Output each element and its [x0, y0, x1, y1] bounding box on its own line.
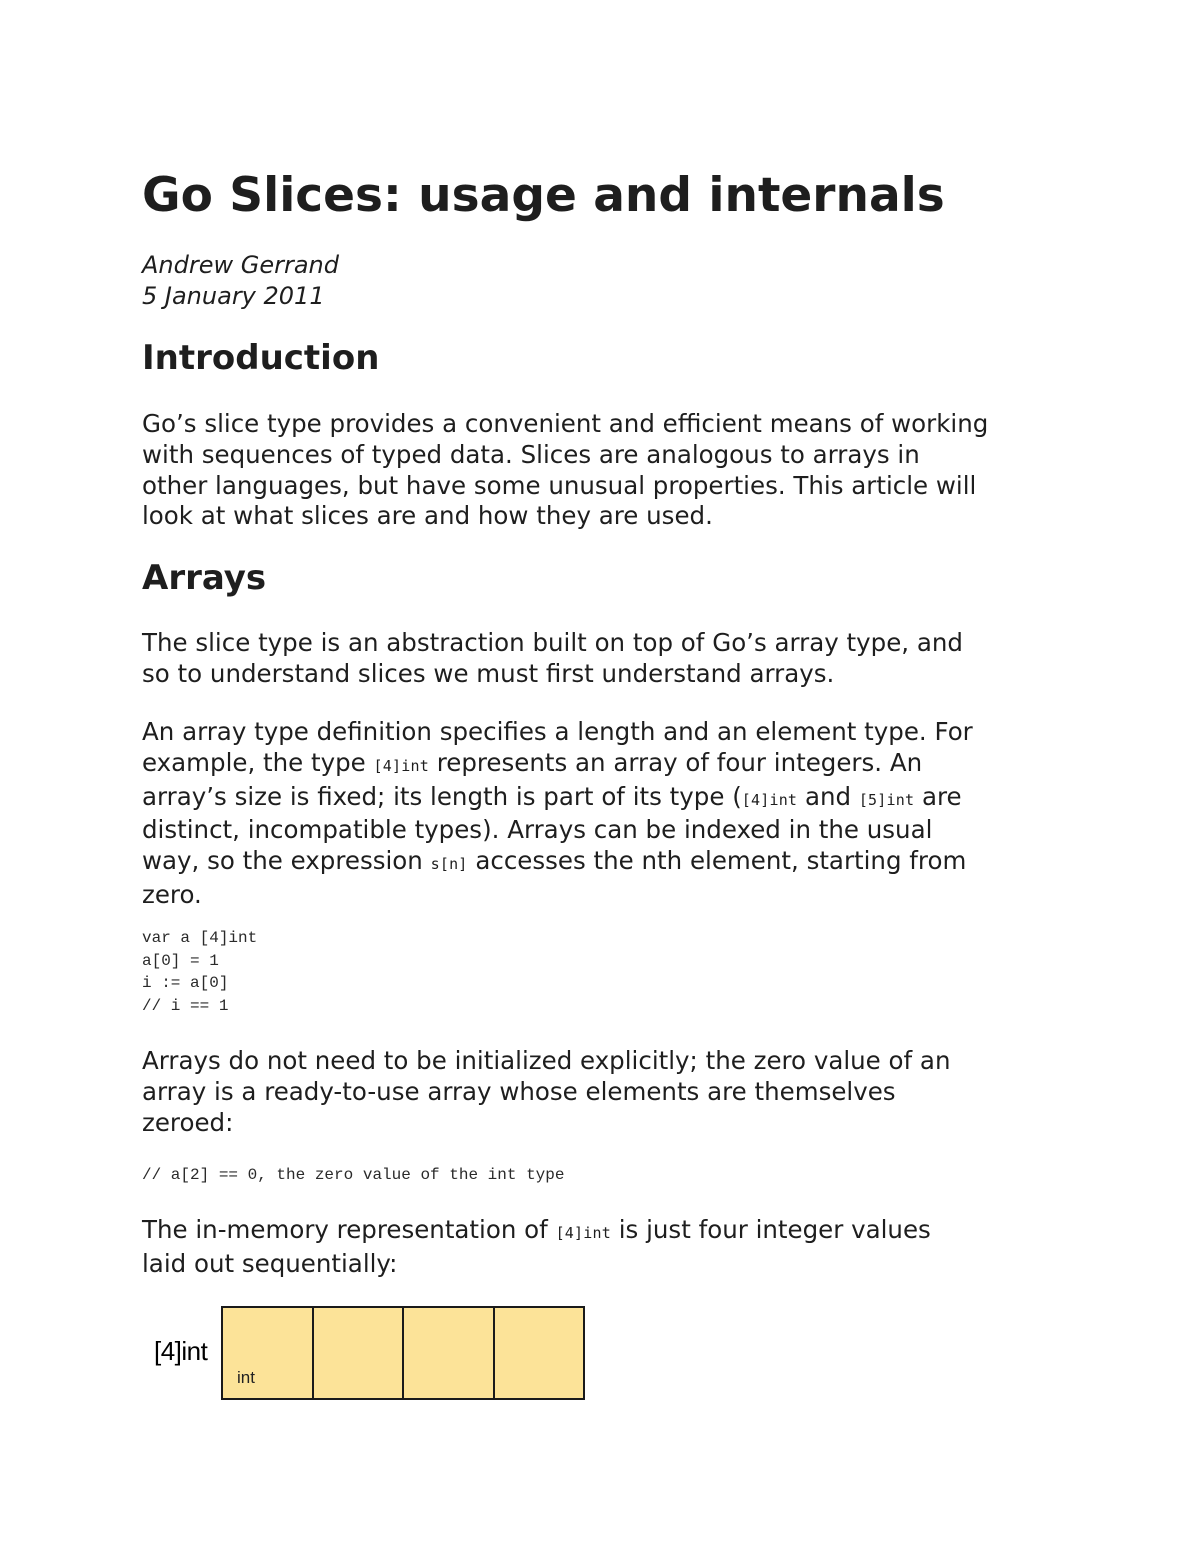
text-line: [142, 846, 973, 880]
arrays-paragraph-1: [142, 628, 963, 690]
inline-code: [4]int: [741, 790, 798, 809]
text-line: array is a ready-to-use array whose elements are themselves: [142, 1076, 896, 1106]
inline-code: [4]int: [555, 1224, 611, 1242]
heading-arrays: Arrays: [142, 558, 267, 598]
inline-code: [5]int: [858, 790, 915, 809]
arrays-paragraph-3: [142, 1046, 950, 1138]
heading-introduction: Introduction: [142, 338, 380, 378]
code-line: var a [4]int: [142, 929, 258, 947]
array-cell: [404, 1308, 495, 1398]
text-run: The in-memory representation of: [142, 1215, 556, 1244]
text-run: example, the type: [142, 747, 374, 777]
page-title: Go Slices: usage and internals: [142, 168, 945, 223]
array-memory-diagram: [150, 1302, 595, 1406]
text-line: distinct, incompatible types). Arrays can be indexed in the usual: [142, 815, 933, 845]
array-box: [221, 1306, 585, 1400]
text-run: array’s size is fixed; its length is part of its type (: [142, 781, 742, 811]
text-line: [142, 1215, 931, 1249]
text-line: so to understand slices we must first understand arrays.: [142, 658, 835, 688]
article-meta: [142, 250, 339, 312]
code-line: i := a[0]: [142, 974, 229, 992]
text-run: way, so the expression: [142, 846, 431, 876]
arrays-paragraph-4: [142, 1215, 931, 1280]
code-line: a[0] = 1: [142, 951, 219, 970]
text-line: Arrays do not need to be initialized explicitly; the zero value of an: [142, 1046, 951, 1075]
publish-date: 5 January 2011: [142, 282, 325, 310]
text-line: The slice type is an abstraction built on top of Go’s array type, and: [142, 628, 963, 657]
text-line: An array type definition specifies a length and an element type. For: [142, 717, 973, 746]
diagram-type-label: [4]int: [154, 1336, 208, 1366]
array-cell: [314, 1308, 405, 1398]
inline-code: [4]int: [373, 756, 429, 775]
text-line: zero.: [142, 879, 202, 909]
array-cell: [495, 1308, 584, 1398]
text-run: is just four integer values: [610, 1215, 931, 1244]
text-run: are: [914, 781, 962, 811]
intro-paragraph: [142, 409, 988, 532]
text-line: [142, 782, 973, 816]
text-line: Go’s slice type provides a convenient and efficient means of working: [142, 409, 989, 438]
text-line: look at what slices are and how they are used.: [142, 501, 713, 531]
code-block-zero-value: [142, 1164, 564, 1187]
cell-type-label: int: [237, 1368, 255, 1387]
arrays-paragraph-2: [142, 717, 973, 911]
text-run: accesses the nth element, starting from: [467, 846, 967, 876]
inline-code: s[n]: [430, 855, 468, 874]
code-block-array-usage: [142, 927, 257, 1017]
author: Andrew Gerrand: [142, 251, 340, 279]
text-run: represents an array of four integers. An: [428, 747, 923, 777]
text-line: [142, 748, 973, 782]
array-cell: [223, 1308, 314, 1398]
text-line: zeroed:: [142, 1107, 234, 1137]
text-line: laid out sequentially:: [142, 1248, 398, 1278]
code-line: // i == 1: [142, 996, 229, 1015]
text-run: and: [797, 781, 859, 811]
text-line: other languages, but have some unusual properties. This article will: [142, 470, 977, 500]
text-line: with sequences of typed data. Slices are analogous to arrays in: [142, 439, 920, 469]
code-line: // a[2] == 0, the zero value of the int type: [142, 1166, 565, 1184]
